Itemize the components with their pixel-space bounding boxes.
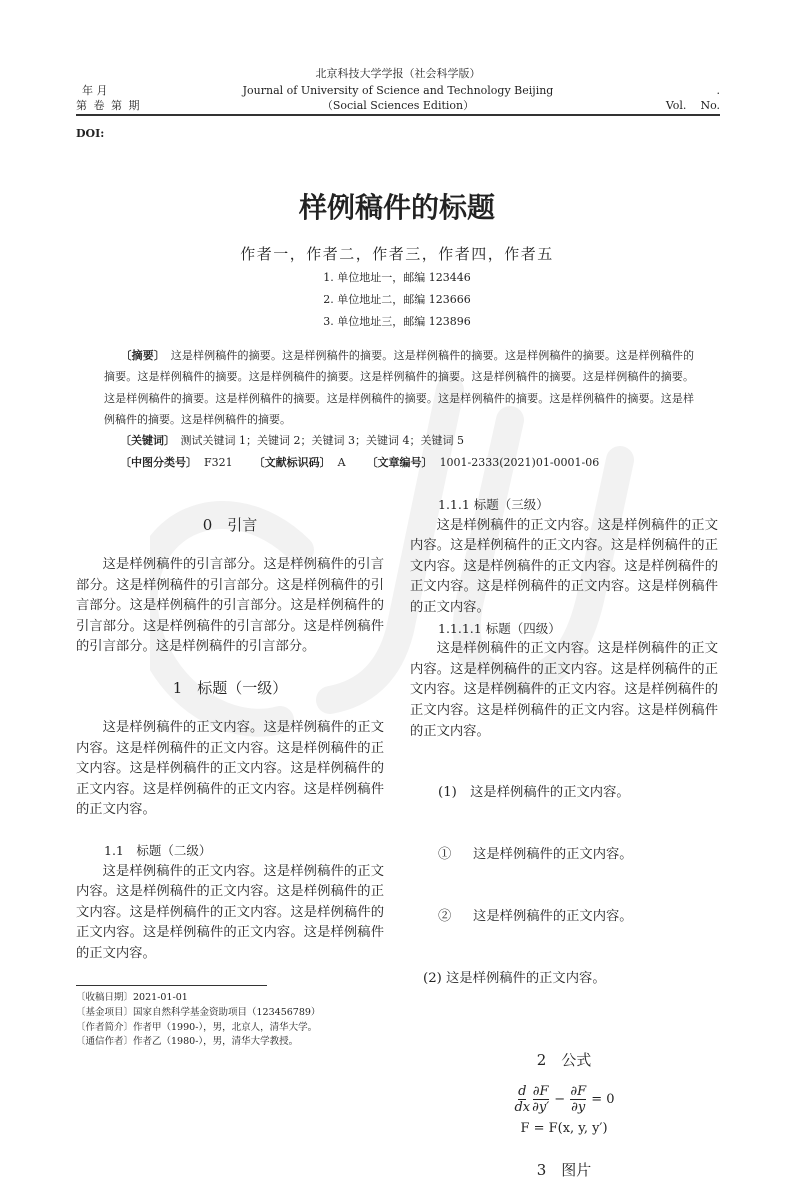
eq-num: ∂F [532, 1084, 549, 1100]
footnote-label: 〔收稿日期〕 [76, 992, 134, 1003]
list-item: ② 这是样例稿件的正文内容。 [438, 908, 633, 924]
footnote-rule [76, 985, 267, 986]
section-heading: 1 标题（一级） [172, 678, 288, 697]
authors: 作者一，作者二，作者三，作者四，作者五 [240, 245, 554, 263]
list-item: ① 这是样例稿件的正文内容。 [438, 847, 633, 863]
paper-title: 样例稿件的标题 [298, 191, 495, 224]
article-no-label: 〔文章编号〕 [366, 456, 433, 470]
left-column [76, 515, 384, 965]
abstract-label: 〔摘要〕 [120, 349, 160, 362]
eq-minus: − [554, 1092, 566, 1108]
footnote-text: 作者乙（1980-），男，清华大学教授。 [133, 1036, 299, 1048]
footnote-text: 国家自然科学基金资助项目（123456789） [133, 1006, 321, 1018]
classification [104, 452, 694, 474]
list [410, 742, 718, 1030]
header-date: 年 月 [82, 84, 108, 97]
article-no-value: 1001-2333(2021)01-0001-06 [439, 456, 600, 470]
abstract-text: 这是样例稿件的摘要。这是样例稿件的摘要。这是样例稿件的摘要。这是样例稿件的摘要。这是样例稿件的摘要。这是样例稿件的摘要。这是样例稿件的摘要。这是样例稿件的摘要。这是样例稿件的摘要。这是样例稿件的摘要。这是样例稿件的摘要。这是样例稿件的摘要。这是样例稿件的摘要。这是样例稿件的摘要。这是样例稿件的摘要。这是样例稿件的摘要。这是样例稿件的摘要。 [104, 349, 695, 426]
subsection-heading: 1.1.1.1 标题（四级） [438, 620, 561, 636]
journal-edition: （Social Sciences Edition） [321, 99, 475, 112]
keywords [104, 430, 694, 452]
eq-num: d [518, 1084, 527, 1100]
doc-code-label: 〔文献标识码〕 [253, 456, 331, 470]
footnote-label: 〔通信作者〕 [76, 1036, 134, 1048]
affiliations [0, 267, 794, 333]
eq-den: dx [514, 1100, 531, 1116]
list-item: (1) 这是样例稿件的正文内容。 [438, 785, 630, 801]
affiliation: 3. 单位地址三，邮编 123896 [323, 315, 471, 328]
equation-euler-lagrange [410, 1084, 718, 1116]
header-rule [76, 114, 720, 116]
abstract-block [104, 345, 694, 474]
journal-title-cn: 北京科技大学学报（社会科学版） [315, 67, 481, 80]
keywords-text: 测试关键词 1；关键词 2；关键词 3；关键词 4；关键词 5 [180, 434, 464, 448]
subsection-heading: 1.1 标题（二级） [104, 842, 212, 858]
section-heading: 3 图片 [536, 1161, 592, 1180]
footnote-text: 2021-01-01 [133, 992, 188, 1003]
eq-num: ∂F [570, 1084, 587, 1100]
footnote [76, 1006, 320, 1021]
header-dot: . [716, 84, 720, 97]
paragraph: 这是样例稿件的正文内容。这是样例稿件的正文内容。这是样例稿件的正文内容。这是样例稿件的正文内容。这是样例稿件的正文内容。这是样例稿件的正文内容。这是样例稿件的正文内容。这是样例稿件的正文内容。 [76, 863, 384, 961]
footnote [76, 1035, 320, 1050]
footnote [76, 1021, 320, 1036]
journal-title-en: Journal of University of Science and Technology Beijing [242, 84, 554, 97]
footnote-label: 〔作者简介〕 [76, 1021, 134, 1033]
abstract [104, 345, 694, 430]
eq-rhs: = 0 [591, 1092, 615, 1108]
section-heading: 2 公式 [536, 1051, 592, 1070]
paragraph: 这是样例稿件的引言部分。这是样例稿件的引言部分。这是样例稿件的引言部分。这是样例稿件的引言部分。这是样例稿件的引言部分。这是样例稿件的引言部分。这是样例稿件的引言部分。这是样例稿件的引言部分。这是样例稿件的引言部分。 [76, 557, 384, 655]
journal-header [76, 66, 720, 113]
doc-code-value: A [337, 456, 346, 470]
header-no: No. [700, 99, 720, 112]
affiliation: 2. 单位地址二，邮编 123666 [323, 293, 471, 306]
keywords-label: 〔关键词〕 [120, 434, 170, 448]
footnote [76, 991, 320, 1006]
doi: DOI: [76, 127, 105, 140]
header-vol: Vol. [665, 99, 687, 112]
subsection-heading: 1.1.1 标题（三级） [438, 497, 549, 512]
footnote-text: 作者甲（1990-），男，北京人，清华大学。 [133, 1021, 318, 1033]
right-column [410, 495, 718, 1180]
equation-function: F = F(x, y, y′) [520, 1121, 608, 1137]
paragraph: 这是样例稿件的正文内容。这是样例稿件的正文内容。这是样例稿件的正文内容。这是样例稿件的正文内容。这是样例稿件的正文内容。这是样例稿件的正文内容。这是样例稿件的正文内容。这是样例稿件的正文内容。 [410, 517, 718, 615]
eq-den: ∂y [571, 1100, 586, 1116]
clc-label: 〔中图分类号〕 [120, 456, 197, 470]
footnote-label: 〔基金项目〕 [76, 1006, 134, 1018]
affiliation: 1. 单位地址一，邮编 123446 [323, 271, 471, 284]
clc-value: F321 [204, 456, 233, 470]
section-heading: 0 引言 [202, 516, 258, 534]
paragraph: 这是样例稿件的正文内容。这是样例稿件的正文内容。这是样例稿件的正文内容。这是样例稿件的正文内容。这是样例稿件的正文内容。这是样例稿件的正文内容。这是样例稿件的正文内容。这是样例稿件的正文内容。 [410, 641, 718, 739]
list-item: (2) 这是样例稿件的正文内容。 [423, 970, 606, 986]
header-issue: 第 卷 第 期 [76, 99, 140, 112]
paragraph: 这是样例稿件的正文内容。这是样例稿件的正文内容。这是样例稿件的正文内容。这是样例稿件的正文内容。这是样例稿件的正文内容。这是样例稿件的正文内容。这是样例稿件的正文内容。这是样例稿件的正文内容。 [76, 719, 384, 818]
eq-den: ∂y′ [532, 1100, 550, 1116]
footnotes [76, 991, 320, 1050]
